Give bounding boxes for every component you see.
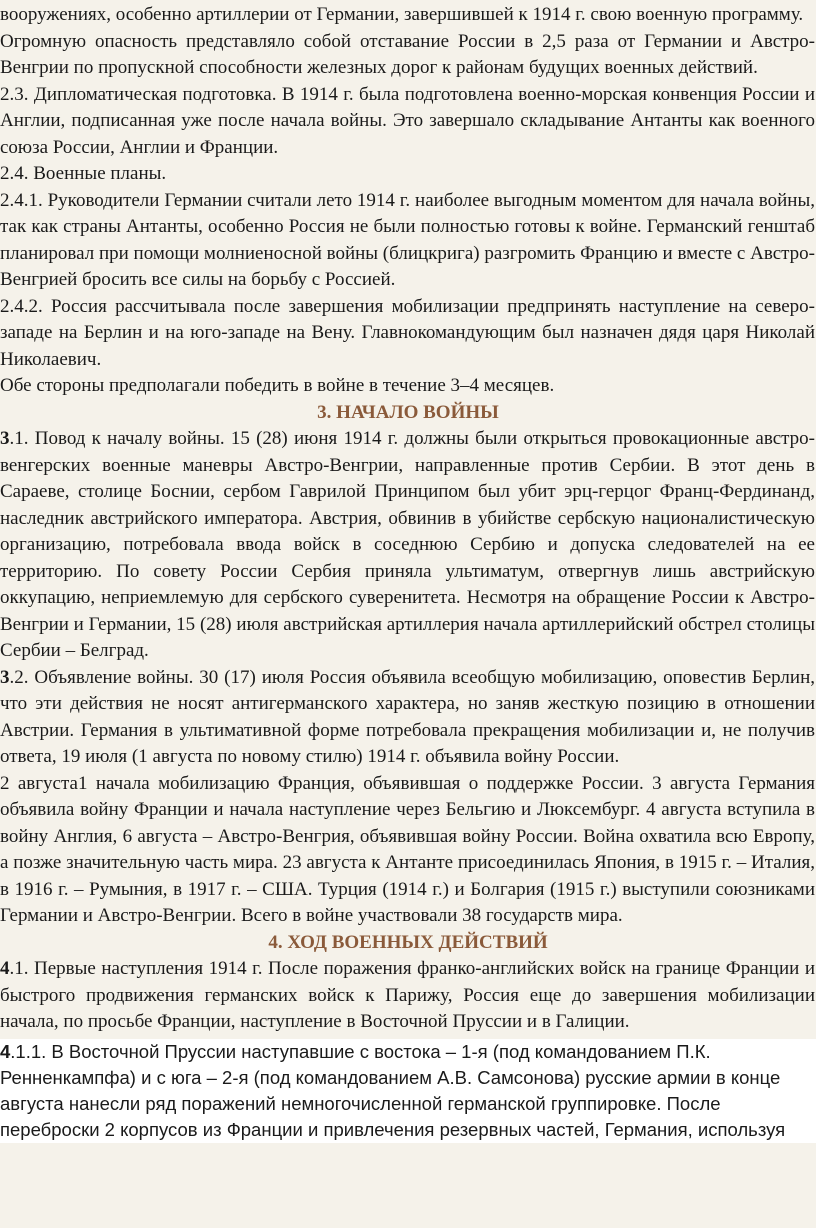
paragraph-diplomatic-preparation: 2.3. Дипломатическая подготовка. В 1914 г. была подготовлена военно-морская конвенция России и Англии, подписанная уже после начала войны. Это завершало складывание Антанты как военного союза России, Англии и Франции.: [0, 83, 815, 158]
paragraph-war-declaration: [0, 665, 816, 771]
section-number: 4: [0, 958, 10, 979]
paragraph-mobilization: 2 августа1 начала мобилизацию Франция, объявившая о поддержке России. 3 августа Германия объявила войну Франции и начала наступление через Бельгию и Люксембург. 4 августа вступила в войну Англия, 6 августа – Австро-Венгрия, объявившая войну России. Война охватила всю Европу, а позже значительную часть мира. 23 августа к Антанте присоединилась Япония, в 1915 г. – Италия, в 1916 г. – Румыния, в 1917 г. – США. Турция (1914 г.) и Болгария (1915 г.) выступили союзниками Германии и Австро-Венгрии. Всего в войне участвовали 38 государств мира.: [0, 772, 815, 926]
section-heading-war-start: 3. НАЧАЛО ВОЙНЫ: [317, 401, 499, 423]
paragraph-text: .1. Повод к началу войны. 15 (28) июня 1914 г. должны были открыться провокационные австро-венгерских военные маневры Австро-Венгрии, направленные против Сербии. В этот день в Сараеве, столице Боснии, сербом Гаврилой Принципом был убит эрц-герцог Франц-Фердинанд, наследник австрийского императора. Австрия, обвинив в убийстве сербскую националистическую организацию, потребовала ввода войск в соседнюю Сербию и допуска следователей на ее территорию. По совету России Сербия приняла ультиматум, отвергнув лишь австрийскую оккупацию, неприемлемую для сербского суверенитета. Несмотря на обращение России к Австро-Венгрии и Германии, 15 (28) июля австрийская артиллерия начала артиллерийский обстрел столицы Сербии – Белград.: [0, 428, 815, 661]
paragraph-germany-plan: 2.4.1. Руководители Германии считали лето 1914 г. наиболее выгодным моментом для начала войны, так как страны Антанты, особенно Россия не были полностью готовы к войне. Германский генштаб планировал при помощи молниеносной войны (блицкрига) разгромить Францию и вместе с Австро-Венгрией бросить все силы на борьбу с Россией.: [0, 189, 815, 290]
paragraph-war-duration: Обе стороны предполагали победить в войне в течение 3–4 месяцев.: [0, 375, 555, 396]
paragraph-text: .1. Первые наступления 1914 г. После поражения франко-английских войск на границе Франции и быстрого продвижения германских войск к Парижу, Россия еще до завершения мобилизации начала, по просьбе Франции, наступление в Восточной Пруссии и в Галиции.: [0, 958, 815, 1032]
section-number: 3: [0, 428, 10, 449]
paragraph-text: .2. Объявление войны. 30 (17) июля Россия объявила всеобщую мобилизацию, оповестив Берлин, что эти действия не носят антигерманского характера, но заняв жесткую позицию в отношении Австрии. Германия в ультимативной форме потребовала прекращения мобилизации и, не получив ответа, 19 июля (1 августа по новому стилю) 1914 г. объявила войну России.: [0, 666, 815, 767]
paragraph-armament: вооружениях, особенно артиллерии от Германии, завершившей к 1914 г. свою военную программу.: [0, 4, 804, 25]
paragraph-east-prussia: [0, 1039, 816, 1143]
paragraph-text: .1.1. В Восточной Пруссии наступавшие с востока – 1-я (под командованием П.К. Ренненкампфа) и с юга – 2-я (под командованием А.В. Самсонова) русские армии в конце августа нанесли ряд поражений немногочисленной германской группировке. После переброски 2 корпусов из Франции и привлечения резервных частей, Германия, используя: [0, 1040, 786, 1140]
section-heading-military-actions: 4. ХОД ВОЕННЫХ ДЕЙСТВИЙ: [268, 931, 548, 953]
paragraph-war-cause: [0, 426, 816, 665]
paragraph-first-offensives: [0, 956, 816, 1036]
section-number: 4: [0, 1040, 11, 1062]
paragraph-russia-plan: 2.4.2. Россия рассчитывала после завершения мобилизации предпринять наступление на северо-западе на Берлин и на юго-западе на Вену. Главнокомандующим был назначен дядя царя Николай Николаевич.: [0, 295, 815, 370]
paragraph-war-plans: 2.4. Военные планы.: [0, 163, 167, 184]
section-number: 3: [0, 666, 10, 688]
paragraph-railways: Огромную опасность представляло собой отставание России в 2,5 раза от Германии и Австро-Венгрии по пропускной способности железных дорог к районам будущих военных действий.: [0, 30, 815, 78]
